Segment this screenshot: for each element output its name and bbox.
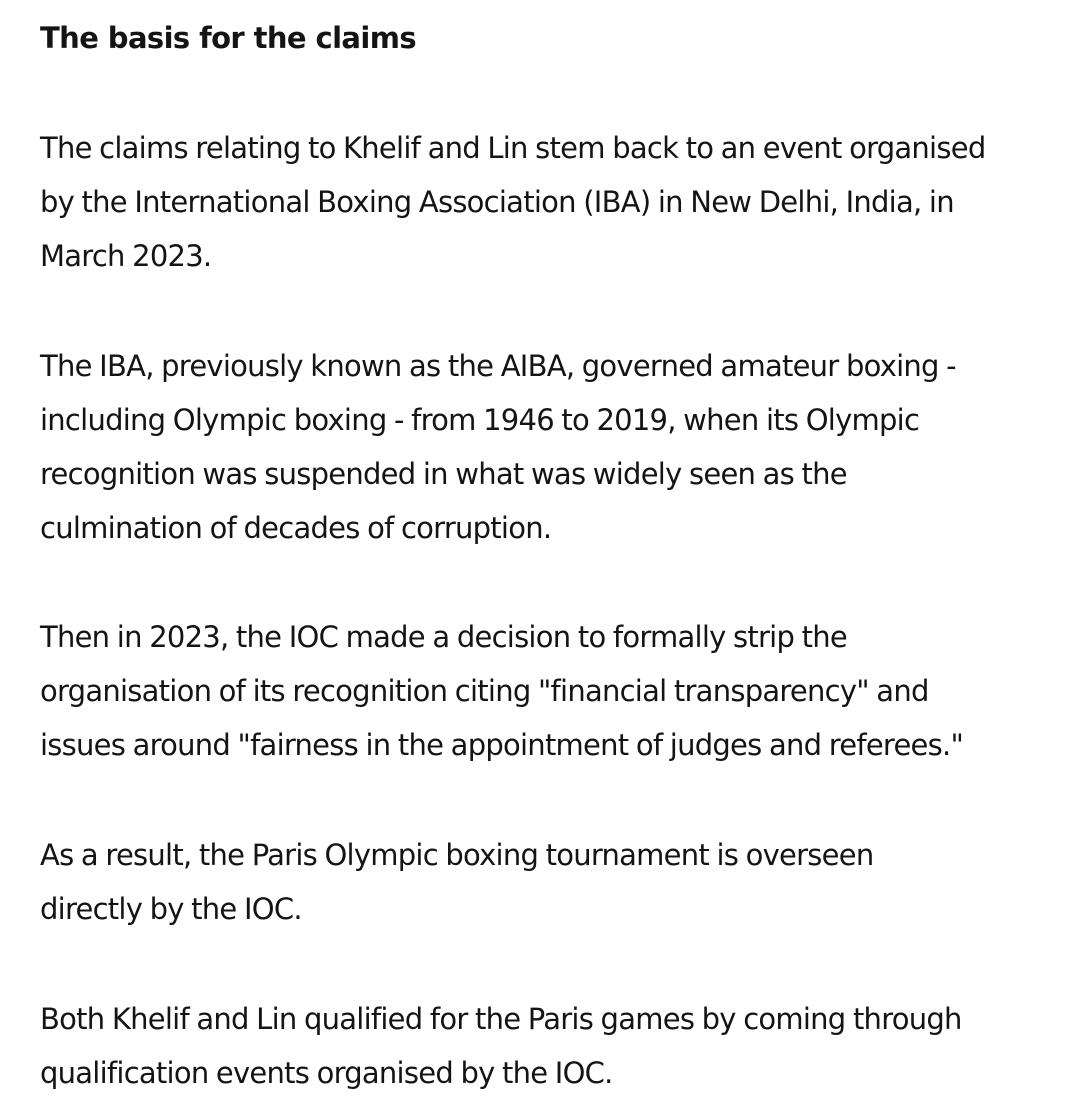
paragraph-line: Both Khelif and Lin qualified for the Paris games by coming through (40, 1002, 962, 1036)
paragraph-line: The claims relating to Khelif and Lin stem back to an event organised (40, 131, 986, 165)
paragraph-line: The IBA, previously known as the AIBA, governed amateur boxing - (40, 349, 956, 383)
paragraph-line: As a result, the Paris Olympic boxing tournament is overseen (40, 838, 874, 872)
paragraph-line: culmination of decades of corruption. (40, 511, 552, 545)
paragraph-line: including Olympic boxing - from 1946 to 2019, when its Olympic (40, 403, 920, 437)
paragraph-ioc-decision (40, 610, 963, 772)
paragraph-qualification (40, 992, 962, 1100)
paragraph-line: March 2023. (40, 239, 212, 273)
paragraph-line: qualification events organised by the IOC. (40, 1056, 613, 1090)
paragraph-line: issues around "fairness in the appointment of judges and referees." (40, 728, 964, 762)
paragraph-line: recognition was suspended in what was widely seen as the (40, 457, 847, 491)
section-heading: The basis for the claims (40, 21, 417, 55)
paragraph-event-origin (40, 121, 985, 283)
paragraph-line: directly by the IOC. (40, 892, 302, 926)
paragraph-line: organisation of its recognition citing "financial transparency" and (40, 674, 929, 708)
paragraph-iba-history (40, 339, 956, 555)
paragraph-paris-oversight (40, 828, 873, 936)
paragraph-line: by the International Boxing Association (IBA) in New Delhi, India, in (40, 185, 954, 219)
paragraph-line: Then in 2023, the IOC made a decision to formally strip the (40, 620, 847, 654)
